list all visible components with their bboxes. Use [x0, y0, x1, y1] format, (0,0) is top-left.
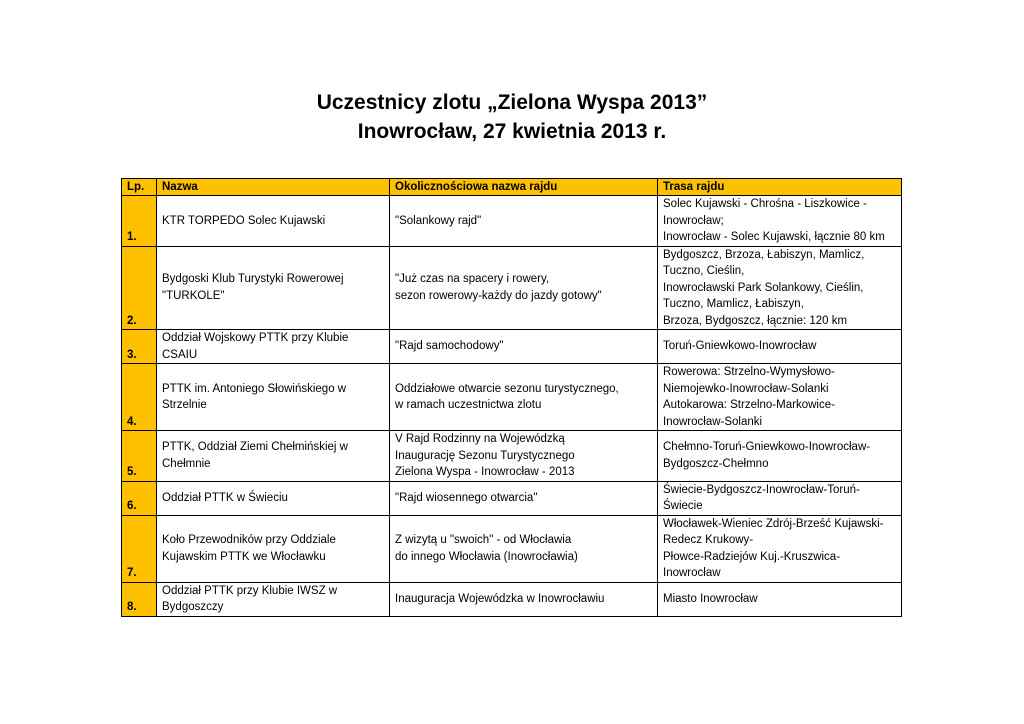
route: Chełmno-Toruń-Gniewkowo-Inowrocław- Bydgoszcz-Chełmno — [658, 431, 902, 482]
event-name: Inauguracja Wojewódzka w Inowrocławiu — [390, 582, 658, 616]
event-name: "Już czas na spacery i rowery, sezon rowerowy-każdy do jazdy gotowy" — [390, 246, 658, 330]
table-row — [122, 515, 902, 582]
route: Toruń-Gniewkowo-Inowrocław — [658, 330, 902, 364]
event-name: Z wizytą u "swoich" - od Włocławia do innego Włocławia (Inowrocławia) — [390, 515, 658, 582]
event-name: V Rajd Rodzinny na Wojewódzką Inaugurację Sezonu Turystycznego Zielona Wyspa - Inowrocław - 2013 — [390, 431, 658, 482]
header-name: Nazwa — [157, 179, 390, 196]
route: Bydgoszcz, Brzoza, Łabiszyn, Mamlicz, Tuczno, Cieślin, Inowrocławski Park Solankowy, Cieślin, Tuczno, Mamlicz, Łabiszyn, Brzoza, Bydgoszcz, łącznie: 120 km — [658, 246, 902, 330]
event-name: "Solankowy rajd" — [390, 196, 658, 247]
row-number: 4. — [122, 364, 157, 431]
club-name: Oddział PTTK w Świeciu — [157, 481, 390, 515]
route: Świecie-Bydgoszcz-Inowrocław-Toruń- Świecie — [658, 481, 902, 515]
event-name: Oddziałowe otwarcie sezonu turystycznego, w ramach uczestnictwa zlotu — [390, 364, 658, 431]
row-number: 3. — [122, 330, 157, 364]
row-number: 5. — [122, 431, 157, 482]
event-name: "Rajd samochodowy" — [390, 330, 658, 364]
header-route: Trasa rajdu — [658, 179, 902, 196]
header-event: Okolicznościowa nazwa rajdu — [390, 179, 658, 196]
participants-table — [121, 178, 902, 617]
row-number: 7. — [122, 515, 157, 582]
club-name: PTTK, Oddział Ziemi Chełmińskiej w Chełmnie — [157, 431, 390, 482]
table-row — [122, 196, 902, 247]
row-number: 8. — [122, 582, 157, 616]
table-row — [122, 364, 902, 431]
table-row — [122, 431, 902, 482]
table-row — [122, 582, 902, 616]
route: Solec Kujawski - Chrośna - Liszkowice - Inowrocław; Inowrocław - Solec Kujawski, łącznie 80 km — [658, 196, 902, 247]
route: Rowerowa: Strzelno-Wymysłowo- Niemojewko-Inowrocław-Solanki Autokarowa: Strzelno-Markowice- Inowrocław-Solanki — [658, 364, 902, 431]
event-name: "Rajd wiosennego otwarcia" — [390, 481, 658, 515]
row-number: 2. — [122, 246, 157, 330]
club-name: Oddział PTTK przy Klubie IWSZ w Bydgoszczy — [157, 582, 390, 616]
table-row — [122, 330, 902, 364]
route: Miasto Inowrocław — [658, 582, 902, 616]
row-number: 6. — [122, 481, 157, 515]
club-name: Bydgoski Klub Turystyki Rowerowej "TURKOLE" — [157, 246, 390, 330]
table-header-row — [122, 179, 902, 196]
table-row — [122, 481, 902, 515]
route: Włocławek-Wieniec Zdrój-Brześć Kujawski- Redecz Krukowy- Płowce-Radziejów Kuj.-Kruszwica- Inowrocław — [658, 515, 902, 582]
club-name: Koło Przewodników przy Oddziale Kujawskim PTTK we Włocławku — [157, 515, 390, 582]
club-name: Oddział Wojskowy PTTK przy Klubie CSAIU — [157, 330, 390, 364]
document-subtitle: Inowrocław, 27 kwietnia 2013 r. — [357, 120, 667, 143]
document-title: Uczestnicy zlotu „Zielona Wyspa 2013” — [316, 91, 708, 114]
club-name: PTTK im. Antoniego Słowińskiego w Strzelnie — [157, 364, 390, 431]
row-number: 1. — [122, 196, 157, 247]
table-row — [122, 246, 902, 330]
club-name: KTR TORPEDO Solec Kujawski — [157, 196, 390, 247]
header-lp: Lp. — [122, 179, 157, 196]
